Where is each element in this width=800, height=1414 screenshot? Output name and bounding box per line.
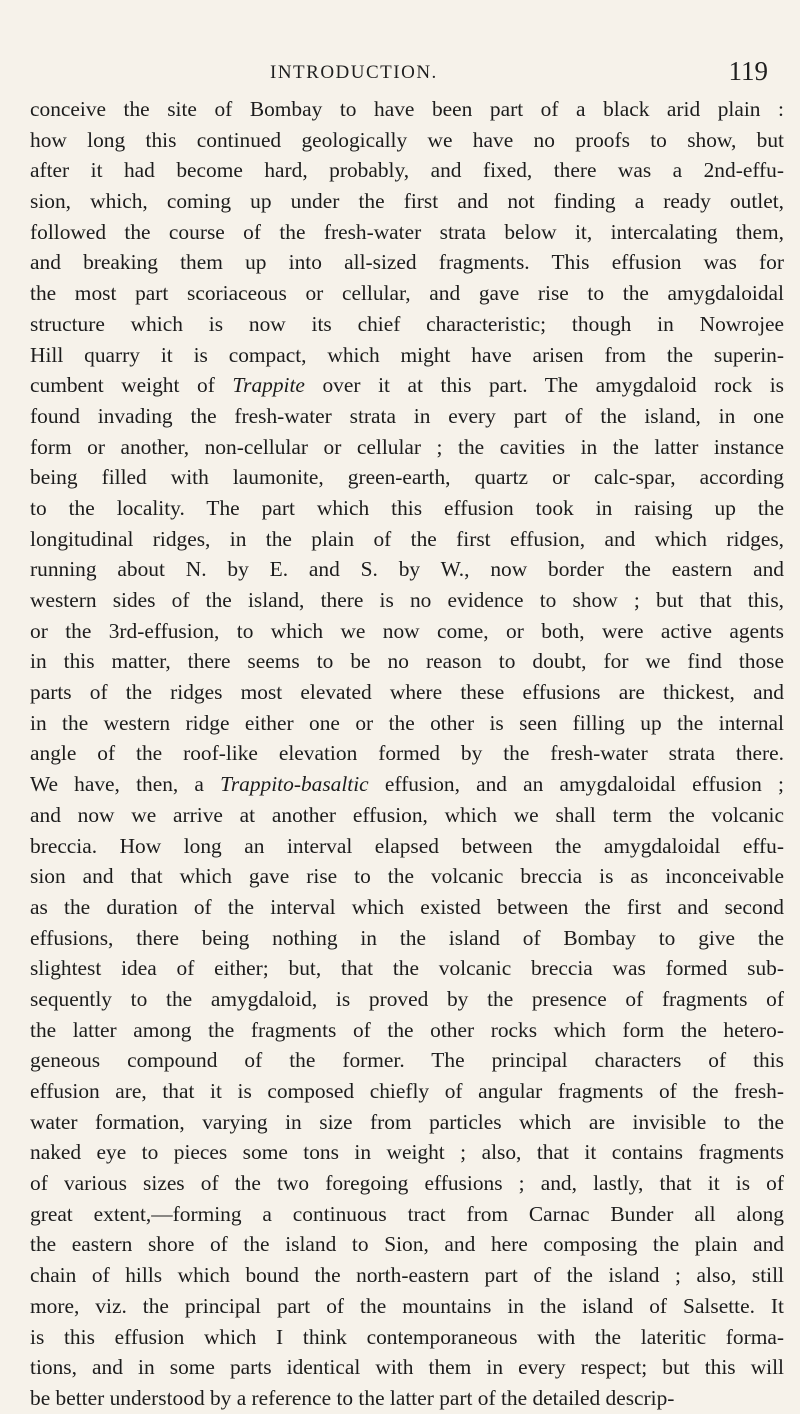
- text-segment: Hill quarry it is compact, which might have arisen from the superin-: [30, 342, 784, 367]
- text-segment: after it had become hard, probably, and fixed, there was a 2nd-effu-: [30, 158, 784, 183]
- text-segment: chain of hills which bound the north-eastern part of the island ; also, still: [30, 1263, 784, 1288]
- text-line: [30, 953, 784, 984]
- text-segment: and now we arrive at another effusion, which we shall term the volcanic: [30, 802, 784, 827]
- text-segment: great extent,—forming a continuous tract from Carnac Bunder all along: [30, 1201, 784, 1226]
- text-line: [30, 1015, 784, 1046]
- text-segment: sion and that which gave rise to the volcanic breccia is as inconceivable: [30, 864, 784, 889]
- text-line: [30, 217, 784, 248]
- text-segment: structure which is now its chief characteristic; though in Nowrojee: [30, 311, 784, 336]
- text-segment: being filled with laumonite, green-earth, quartz or calc-spar, according: [30, 465, 784, 490]
- text-line: [30, 524, 784, 555]
- text-segment: sion, which, coming up under the first and not finding a ready outlet,: [30, 189, 784, 214]
- text-line: [30, 800, 784, 831]
- text-segment: effusion, and an amygdaloidal effusion ;: [368, 772, 784, 797]
- text-line: [30, 94, 784, 125]
- text-line: [30, 1076, 784, 1107]
- text-segment: in this matter, there seems to be no reason to doubt, for we find those: [30, 649, 784, 674]
- text-segment: to the locality. The part which this effusion took in raising up the: [30, 495, 784, 520]
- text-segment: or the 3rd-effusion, to which we now come, or both, were active agents: [30, 618, 784, 643]
- text-line: [30, 554, 784, 585]
- text-segment: the eastern shore of the island to Sion, and here composing the plain and: [30, 1232, 784, 1257]
- text-segment: breccia. How long an interval elapsed between the amygdaloidal effu-: [30, 833, 784, 858]
- text-line: [30, 708, 784, 739]
- text-line: [30, 278, 784, 309]
- text-line: [30, 340, 784, 371]
- text-line: [30, 861, 784, 892]
- text-line: [30, 1383, 784, 1414]
- text-line: [30, 1107, 784, 1138]
- text-segment: effusions, there being nothing in the island of Bombay to give the: [30, 925, 784, 950]
- text-segment: running about N. by E. and S. by W., now border the eastern and: [30, 557, 784, 582]
- text-segment: cumbent weight of: [30, 373, 233, 398]
- text-line: [30, 646, 784, 677]
- text-segment: parts of the ridges most elevated where these effusions are thickest, and: [30, 680, 784, 705]
- text-line: [30, 984, 784, 1015]
- text-line: [30, 309, 784, 340]
- text-segment: over it at this part. The amygdaloid rock is: [304, 373, 784, 398]
- text-line: [30, 462, 784, 493]
- text-segment: longitudinal ridges, in the plain of the first effusion, and which ridges,: [30, 526, 784, 551]
- text-line: [30, 370, 784, 401]
- running-head: INTRODUCTION.: [270, 62, 438, 83]
- text-line: [30, 1260, 784, 1291]
- page-number: 119: [728, 56, 768, 86]
- text-segment: slightest idea of either; but, that the volcanic breccia was formed sub-: [30, 956, 784, 981]
- text-line: [30, 738, 784, 769]
- text-line: [30, 1322, 784, 1353]
- text-segment: and breaking them up into all-sized fragments. This effusion was for: [30, 250, 784, 275]
- page-header: [270, 56, 768, 96]
- text-line: [30, 677, 784, 708]
- italic-term: Trappito-basaltic: [220, 772, 369, 797]
- text-line: [30, 1291, 784, 1322]
- text-line: [30, 247, 784, 278]
- text-line: [30, 769, 784, 800]
- text-segment: how long this continued geologically we have no proofs to show, but: [30, 127, 784, 152]
- text-segment: sequently to the amygdaloid, is proved by the presence of fragments of: [30, 986, 784, 1011]
- text-segment: tions, and in some parts identical with them in every respect; but this will: [30, 1355, 784, 1380]
- text-segment: the most part scoriaceous or cellular, and gave rise to the amygdaloidal: [30, 281, 784, 306]
- text-line: [30, 616, 784, 647]
- text-segment: be better understood by a reference to the latter part of the detailed descrip-: [30, 1385, 675, 1410]
- text-segment: water formation, varying in size from particles which are invisible to the: [30, 1109, 784, 1134]
- text-line: [30, 186, 784, 217]
- text-segment: more, viz. the principal part of the mountains in the island of Salsette. It: [30, 1293, 784, 1318]
- text-segment: effusion are, that it is composed chiefly of angular fragments of the fresh-: [30, 1079, 784, 1103]
- text-line: [30, 1199, 784, 1230]
- text-segment: as the duration of the interval which existed between the first and second: [30, 894, 784, 919]
- text-segment: form or another, non-cellular or cellular ; the cavities in the latter instance: [30, 434, 784, 459]
- body-text: [30, 94, 784, 1414]
- text-line: [30, 923, 784, 954]
- text-line: [30, 831, 784, 862]
- text-segment: We have, then, a: [30, 772, 221, 797]
- text-line: [30, 125, 784, 156]
- text-line: [30, 1168, 784, 1199]
- text-line: [30, 585, 784, 616]
- text-segment: conceive the site of Bombay to have been part of a black arid plain :: [30, 97, 784, 121]
- text-segment: western sides of the island, there is no evidence to show ; but that this,: [30, 588, 784, 612]
- text-line: [30, 155, 784, 186]
- text-line: [30, 1045, 784, 1076]
- text-line: [30, 493, 784, 524]
- text-line: [30, 1352, 784, 1383]
- text-segment: geneous compound of the former. The principal characters of this: [30, 1048, 784, 1073]
- text-segment: of various sizes of the two foregoing effusions ; and, lastly, that it is of: [30, 1171, 784, 1196]
- text-segment: naked eye to pieces some tons in weight ; also, that it contains fragments: [30, 1140, 784, 1165]
- text-line: [30, 892, 784, 923]
- text-segment: followed the course of the fresh-water strata below it, intercalating them,: [30, 219, 784, 244]
- italic-term: Trappite: [232, 373, 305, 398]
- text-segment: in the western ridge either one or the other is seen filling up the internal: [30, 710, 784, 735]
- text-segment: is this effusion which I think contemporaneous with the lateritic forma-: [30, 1324, 784, 1349]
- text-segment: found invading the fresh-water strata in every part of the island, in one: [30, 403, 784, 428]
- text-line: [30, 401, 784, 432]
- text-segment: angle of the roof-like elevation formed by the fresh-water strata there.: [30, 741, 784, 766]
- text-segment: the latter among the fragments of the other rocks which form the hetero-: [30, 1017, 784, 1042]
- text-line: [30, 1137, 784, 1168]
- text-line: [30, 1229, 784, 1260]
- text-line: [30, 432, 784, 463]
